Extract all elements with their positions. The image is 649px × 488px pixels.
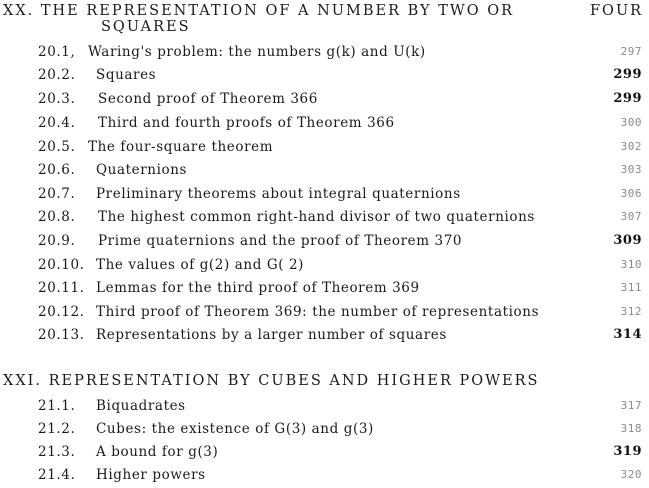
toc-entry[interactable]: [22, 206, 642, 228]
page-number: 320: [620, 468, 642, 481]
page-number: 299: [613, 67, 642, 82]
page-number: 319: [613, 444, 642, 459]
chapter-heading: XXI. REPRESENTATION BY CUBES AND HIGHER POWERS: [3, 373, 540, 389]
toc-entry[interactable]: [22, 159, 642, 181]
toc-entry[interactable]: [22, 441, 642, 463]
section-title: Representations by a larger number of squares: [96, 327, 447, 343]
section-number: 20.3.: [38, 91, 76, 107]
page-number: 312: [620, 305, 642, 318]
page-number: 306: [620, 187, 642, 200]
toc-entry[interactable]: [22, 254, 642, 276]
page-number: 311: [620, 281, 642, 294]
section-title: The values of g(2) and G( 2): [96, 257, 305, 273]
section-number: 20.6.: [38, 162, 76, 178]
section-number: 20.13.: [38, 327, 85, 343]
page-number: 310: [620, 258, 642, 271]
page-number: 300: [620, 116, 642, 129]
chapter-heading-continuation: FOUR: [590, 3, 644, 19]
page-number: 309: [613, 233, 642, 248]
toc-entry[interactable]: [22, 464, 642, 486]
chapter-heading: XX. THE REPRESENTATION OF A NUMBER BY TWO OR: [3, 3, 515, 19]
toc-entry[interactable]: [22, 277, 642, 299]
toc-entry[interactable]: [22, 230, 642, 252]
page-number: 299: [613, 91, 642, 106]
page-number: 297: [620, 45, 642, 58]
section-number: 20.1,: [38, 44, 76, 60]
section-number: 20.8.: [38, 209, 76, 225]
toc-entry[interactable]: [22, 41, 642, 63]
section-title: Third proof of Theorem 369: the number of representations: [96, 304, 540, 320]
page-number: 317: [620, 399, 642, 412]
page-number: 303: [620, 163, 642, 176]
toc-entry[interactable]: [22, 112, 642, 134]
toc-entry[interactable]: [22, 64, 642, 86]
section-title: A bound for g(3): [96, 444, 219, 460]
section-title: Third and fourth proofs of Theorem 366: [98, 115, 395, 131]
section-number: 20.11.: [38, 280, 85, 296]
section-title: The highest common right-hand divisor of two quaternions: [98, 209, 535, 225]
section-title: Prime quaternions and the proof of Theorem 370: [98, 233, 463, 249]
section-title: Higher powers: [96, 467, 206, 483]
section-title: Cubes: the existence of G(3) and g(3): [96, 421, 374, 437]
section-number: 21.4.: [38, 467, 76, 483]
section-number: 21.1.: [38, 398, 76, 414]
page-number: 318: [620, 422, 642, 435]
toc-entry[interactable]: [22, 395, 642, 417]
page-number: 314: [613, 327, 642, 342]
section-title: Squares: [96, 67, 157, 83]
section-number: 20.10.: [38, 257, 85, 273]
section-title: The four-square theorem: [88, 139, 274, 155]
page-number: 302: [620, 140, 642, 153]
section-title: Waring's problem: the numbers g(k) and U(k): [88, 44, 426, 60]
toc-entry[interactable]: [22, 88, 642, 110]
section-number: 20.5.: [38, 139, 76, 155]
section-title: Quaternions: [96, 162, 188, 178]
section-number: 20.2.: [38, 67, 76, 83]
toc-entry[interactable]: [22, 301, 642, 323]
section-number: 21.3.: [38, 444, 76, 460]
section-number: 20.12.: [38, 304, 85, 320]
section-title: Biquadrates: [96, 398, 186, 414]
section-number: 21.2.: [38, 421, 76, 437]
chapter-heading-line2: SQUARES: [101, 19, 191, 35]
toc-entry[interactable]: [22, 418, 642, 440]
section-number: 20.7.: [38, 186, 76, 202]
toc-entry[interactable]: [22, 136, 642, 158]
section-title: Preliminary theorems about integral quaternions: [96, 186, 461, 202]
toc-entry[interactable]: [22, 324, 642, 346]
page-number: 307: [620, 210, 642, 223]
section-title: Lemmas for the third proof of Theorem 369: [96, 280, 420, 296]
section-number: 20.9.: [38, 233, 76, 249]
section-title: Second proof of Theorem 366: [98, 91, 318, 107]
toc-entry[interactable]: [22, 183, 642, 205]
section-number: 20.4.: [38, 115, 76, 131]
